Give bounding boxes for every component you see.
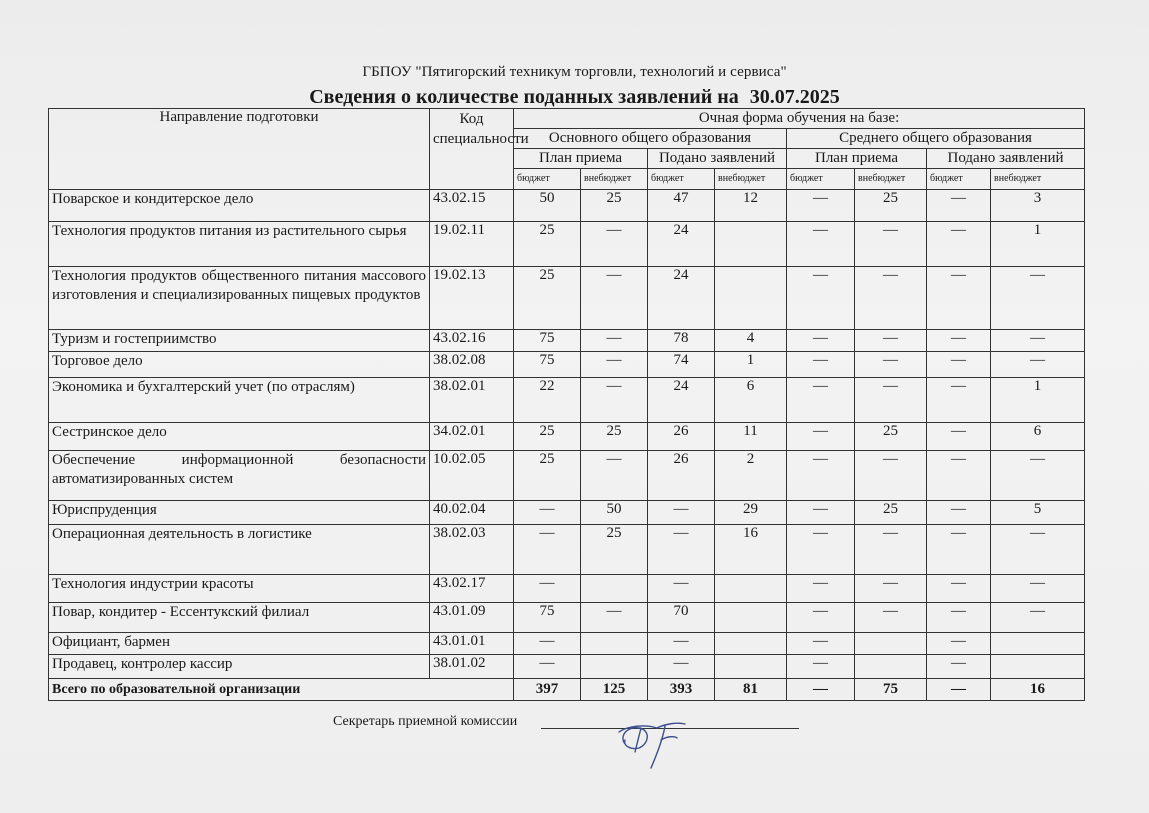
cell-value: — <box>855 222 927 267</box>
cell-value: 25 <box>514 423 581 451</box>
total-value: 81 <box>715 679 787 701</box>
header-basic-plan: План приема <box>514 149 648 169</box>
cell-value: — <box>927 190 991 222</box>
cell-value: — <box>991 575 1085 603</box>
cell-value: — <box>648 655 715 679</box>
cell-value: 29 <box>715 501 787 525</box>
cell-value: — <box>787 423 855 451</box>
cell-value: 25 <box>855 423 927 451</box>
cell-value: 25 <box>514 222 581 267</box>
cell-value: — <box>787 603 855 633</box>
cell-value: — <box>787 501 855 525</box>
cell-value: — <box>855 330 927 352</box>
cell-value: — <box>927 655 991 679</box>
header-basic-education: Основного общего образования <box>514 129 787 149</box>
cell-value: 50 <box>581 501 648 525</box>
cell-value <box>991 655 1085 679</box>
cell-value: — <box>787 222 855 267</box>
specialty-code: 40.02.04 <box>430 501 514 525</box>
direction-name: Повар, кондитер - Ессентукский филиал <box>49 603 430 633</box>
table-row <box>49 633 1085 655</box>
direction-name: Обеспечение информационной безопасности автоматизированных систем <box>49 451 430 501</box>
total-value: 16 <box>991 679 1085 701</box>
cell-value <box>715 603 787 633</box>
cell-value: — <box>787 525 855 575</box>
cell-value: — <box>787 330 855 352</box>
total-value: — <box>787 679 855 701</box>
cell-value: — <box>991 603 1085 633</box>
cell-value: — <box>927 525 991 575</box>
cell-value: — <box>855 525 927 575</box>
direction-name: Торговое дело <box>49 352 430 378</box>
table-row <box>49 655 1085 679</box>
cell-value: 75 <box>514 352 581 378</box>
cell-value: 12 <box>715 190 787 222</box>
specialty-code: 43.02.15 <box>430 190 514 222</box>
cell-value: — <box>855 451 927 501</box>
cell-value: 74 <box>648 352 715 378</box>
header-budget: бюджет <box>787 169 855 190</box>
cell-value: — <box>855 352 927 378</box>
header-budget: бюджет <box>514 169 581 190</box>
table-row <box>49 222 1085 267</box>
total-label: Всего по образовательной организации <box>49 679 514 701</box>
cell-value: 1 <box>991 222 1085 267</box>
organization-name: ГБПОУ "Пятигорский техникум торговли, технологий и сервиса" <box>362 64 787 80</box>
document-title <box>0 86 1149 109</box>
cell-value: 78 <box>648 330 715 352</box>
cell-value: — <box>514 575 581 603</box>
title-text: Сведения о количестве поданных заявлений на <box>309 86 739 108</box>
cell-value: — <box>991 352 1085 378</box>
cell-value: — <box>927 603 991 633</box>
cell-value: — <box>787 451 855 501</box>
cell-value: 25 <box>514 267 581 330</box>
cell-value: — <box>581 603 648 633</box>
cell-value: — <box>927 222 991 267</box>
cell-value: 26 <box>648 451 715 501</box>
cell-value: — <box>927 451 991 501</box>
cell-value: — <box>991 525 1085 575</box>
header-budget: бюджет <box>648 169 715 190</box>
direction-name: Экономика и бухгалтерский учет (по отраслям) <box>49 378 430 423</box>
specialty-code: 38.02.03 <box>430 525 514 575</box>
cell-value: 5 <box>991 501 1085 525</box>
total-value: 393 <box>648 679 715 701</box>
cell-value: — <box>927 267 991 330</box>
cell-value <box>855 633 927 655</box>
cell-value: 70 <box>648 603 715 633</box>
specialty-code: 43.01.01 <box>430 633 514 655</box>
cell-value: 1 <box>715 352 787 378</box>
header-budget: бюджет <box>927 169 991 190</box>
table-row <box>49 525 1085 575</box>
direction-name: Сестринское дело <box>49 423 430 451</box>
cell-value: — <box>648 633 715 655</box>
table-row <box>49 330 1085 352</box>
cell-value: — <box>927 330 991 352</box>
cell-value: — <box>514 633 581 655</box>
direction-name: Юриспруденция <box>49 501 430 525</box>
cell-value: 25 <box>855 501 927 525</box>
cell-value: — <box>514 525 581 575</box>
cell-value: — <box>648 525 715 575</box>
cell-value: — <box>787 633 855 655</box>
header-extra-budget: внебюджет <box>581 169 648 190</box>
direction-name: Операционная деятельность в логистике <box>49 525 430 575</box>
cell-value: — <box>787 655 855 679</box>
cell-value: 25 <box>855 190 927 222</box>
table-row <box>49 378 1085 423</box>
direction-name: Продавец, контролер кассир <box>49 655 430 679</box>
cell-value: — <box>648 575 715 603</box>
cell-value: 11 <box>715 423 787 451</box>
cell-value: — <box>855 267 927 330</box>
total-value: 397 <box>514 679 581 701</box>
total-value: — <box>927 679 991 701</box>
cell-value: 24 <box>648 222 715 267</box>
cell-value: — <box>787 575 855 603</box>
cell-value: — <box>787 267 855 330</box>
total-value: 75 <box>855 679 927 701</box>
cell-value: — <box>648 501 715 525</box>
specialty-code: 43.01.09 <box>430 603 514 633</box>
cell-value: — <box>581 330 648 352</box>
direction-name: Поварское и кондитерское дело <box>49 190 430 222</box>
applications-table <box>48 108 1085 701</box>
cell-value: 16 <box>715 525 787 575</box>
cell-value: — <box>514 655 581 679</box>
table-row <box>49 267 1085 330</box>
cell-value: — <box>787 352 855 378</box>
cell-value: — <box>991 330 1085 352</box>
direction-name: Технология продуктов общественного питания массового изготовления и специализированных пищевых продуктов <box>49 267 430 330</box>
header-code: Код специальности <box>430 109 514 190</box>
cell-value: — <box>581 267 648 330</box>
header-basic-submitted: Подано заявлений <box>648 149 787 169</box>
cell-value <box>581 575 648 603</box>
cell-value <box>991 633 1085 655</box>
cell-value: — <box>855 575 927 603</box>
cell-value: — <box>581 378 648 423</box>
cell-value: 22 <box>514 378 581 423</box>
cell-value: — <box>855 378 927 423</box>
cell-value: 24 <box>648 267 715 330</box>
specialty-code: 19.02.11 <box>430 222 514 267</box>
cell-value: — <box>927 423 991 451</box>
cell-value <box>715 655 787 679</box>
cell-value: 25 <box>581 423 648 451</box>
total-value: 125 <box>581 679 648 701</box>
table-row <box>49 451 1085 501</box>
cell-value: 6 <box>715 378 787 423</box>
specialty-code: 43.02.16 <box>430 330 514 352</box>
cell-value: — <box>787 190 855 222</box>
direction-name: Технология индустрии красоты <box>49 575 430 603</box>
cell-value <box>715 222 787 267</box>
cell-value: 26 <box>648 423 715 451</box>
direction-name: Технология продуктов питания из растительного сырья <box>49 222 430 267</box>
cell-value: — <box>787 378 855 423</box>
cell-value: 75 <box>514 603 581 633</box>
specialty-code: 19.02.13 <box>430 267 514 330</box>
cell-value: 25 <box>581 190 648 222</box>
header-secondary-education: Среднего общего образования <box>787 129 1085 149</box>
cell-value: 47 <box>648 190 715 222</box>
table-row <box>49 352 1085 378</box>
cell-value: 6 <box>991 423 1085 451</box>
cell-value: — <box>581 352 648 378</box>
table-body <box>49 190 1085 679</box>
cell-value: — <box>927 352 991 378</box>
specialty-code: 38.02.08 <box>430 352 514 378</box>
table-row <box>49 603 1085 633</box>
report-date: 30.07.2025 <box>749 86 840 108</box>
cell-value <box>855 655 927 679</box>
specialty-code: 38.02.01 <box>430 378 514 423</box>
header-full-time: Очная форма обучения на базе: <box>514 109 1085 129</box>
cell-value: — <box>927 633 991 655</box>
direction-name: Туризм и гостеприимство <box>49 330 430 352</box>
cell-value: — <box>581 222 648 267</box>
handwritten-signature <box>605 706 705 770</box>
specialty-code: 10.02.05 <box>430 451 514 501</box>
cell-value: 25 <box>514 451 581 501</box>
cell-value <box>715 575 787 603</box>
cell-value: — <box>927 575 991 603</box>
cell-value <box>715 633 787 655</box>
cell-value: 4 <box>715 330 787 352</box>
header-extra-budget: внебюджет <box>715 169 787 190</box>
total-row <box>49 679 1085 701</box>
cell-value: — <box>514 501 581 525</box>
header-extra-budget: внебюджет <box>855 169 927 190</box>
cell-value: — <box>855 603 927 633</box>
header-secondary-plan: План приема <box>787 149 927 169</box>
header-direction: Направление подготовки <box>49 109 430 190</box>
direction-name: Официант, бармен <box>49 633 430 655</box>
cell-value: 25 <box>581 525 648 575</box>
cell-value <box>715 267 787 330</box>
table-row <box>49 423 1085 451</box>
cell-value: 24 <box>648 378 715 423</box>
header-extra-budget: внебюджет <box>991 169 1085 190</box>
specialty-code: 34.02.01 <box>430 423 514 451</box>
cell-value: — <box>581 451 648 501</box>
cell-value: 75 <box>514 330 581 352</box>
cell-value: 50 <box>514 190 581 222</box>
cell-value <box>581 655 648 679</box>
table-row <box>49 575 1085 603</box>
header-secondary-submitted: Подано заявлений <box>927 149 1085 169</box>
cell-value: 1 <box>991 378 1085 423</box>
cell-value: 3 <box>991 190 1085 222</box>
cell-value: — <box>927 501 991 525</box>
cell-value: — <box>927 378 991 423</box>
cell-value <box>581 633 648 655</box>
cell-value: 2 <box>715 451 787 501</box>
table-row <box>49 190 1085 222</box>
table-row <box>49 501 1085 525</box>
cell-value: — <box>991 267 1085 330</box>
signer-label: Секретарь приемной комиссии <box>333 714 518 729</box>
cell-value: — <box>991 451 1085 501</box>
specialty-code: 38.01.02 <box>430 655 514 679</box>
specialty-code: 43.02.17 <box>430 575 514 603</box>
